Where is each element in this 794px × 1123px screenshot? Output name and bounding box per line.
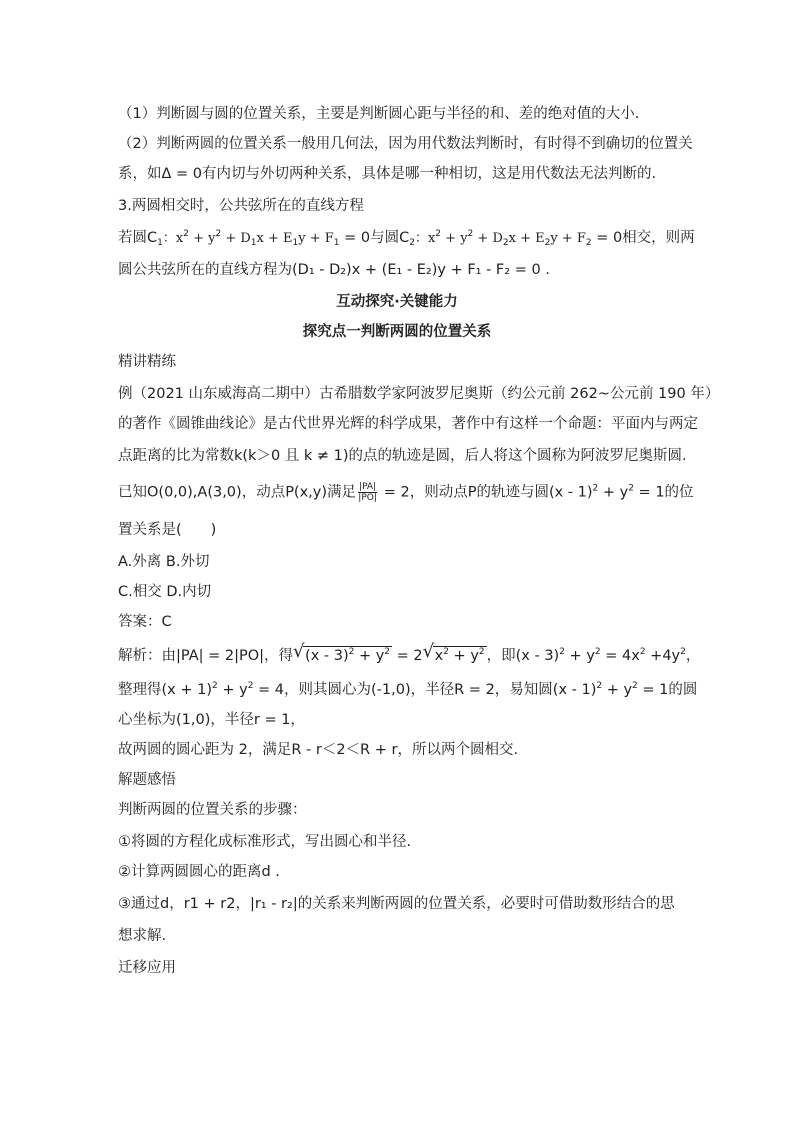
answer-line: 答案：C bbox=[118, 614, 172, 630]
equation-line-circles: 若圆$C_1$：$x^2 + y^2 + D_1x + E_1y + F_1 = 0$与圆$C_2$：$x^2 + y^2 + D_2x + E_2y + F_2 = 0$相交，则两 bbox=[118, 229, 695, 248]
text-line: 的著作《圆锥曲线论》是古代世界光辉的科学成果，著作中有这样一个命题：平面内与两定 bbox=[118, 416, 698, 432]
text-line: 判断两圆的位置关系的步骤： bbox=[118, 802, 307, 818]
text-line: 精讲精练 bbox=[118, 354, 176, 370]
section-heading: 互动探究·关键能力 bbox=[336, 294, 458, 310]
sqrt-expression: √ $(x - 3)^2 + y^2$ bbox=[293, 641, 391, 664]
step-line: ③通过d，r1 + r2，|r₁ - r₂|的关系来判断两圆的位置关系，必要时可借助数形结合的思 bbox=[118, 896, 675, 912]
equation-line-ratio: 已知O(0,0),A(3,0)，动点P(x,y)满足 $\frac{|PA|}{|PO|}$ = 2，则动点P的轨迹与圆$(x - 1)^2 + y^2 = 1$的位 bbox=[118, 482, 694, 503]
text-line: 点距离的比为常数k(k＞0 且 k ≠ 1)的点的轨迹是圆，后人将这个圆称为阿波罗尼奥斯圆. bbox=[118, 448, 687, 464]
fraction: $\frac{|PA|}{|PO|}$ bbox=[358, 482, 377, 503]
text-line: 解题感悟 bbox=[118, 772, 176, 788]
text-line: 置关系是( ) bbox=[118, 522, 217, 538]
equation-line-result: 整理得$(x + 1)^2 + y^2 = 4$，则其圆心为(-1,0)，半径R = 2，易知圆$(x - 1)^2 + y^2 = 1$的圆 bbox=[118, 681, 698, 698]
text-line: 故两圆的圆心距为 2，满足R - r＜2＜R + r，所以两个圆相交. bbox=[118, 742, 519, 758]
step-line: ②计算两圆圆心的距离d . bbox=[118, 864, 280, 880]
text-line: 例（2021 山东威海高二期中）古希腊数学家阿波罗尼奥斯（约公元前 262~公元前 190 年） bbox=[118, 386, 720, 402]
sqrt-expression: √ $x^2 + y^2$ bbox=[422, 641, 485, 664]
text-line: 系，如Δ = 0有内切与外切两种关系，具体是哪一种相切，这是用代数法无法判断的. bbox=[118, 166, 657, 182]
equation-line-solution: 解析：由|PA| = 2|PO|，得 √ $(x - 3)^2 + y^2 = 2$ √ $x^2 + y^2$ ，即$(x - 3)^2 + y^2 = 4x^2 +4y^2$， bbox=[118, 641, 701, 664]
step-line: ①将圆的方程化成标准形式，写出圆心和半径. bbox=[118, 834, 412, 850]
option-line: C.相交 D.内切 bbox=[118, 584, 212, 600]
text-line: 心坐标为(1,0)，半径r = 1， bbox=[118, 712, 305, 728]
option-line: A.外离 B.外切 bbox=[118, 554, 210, 570]
subsection-heading: 探究点一判断两圆的位置关系 bbox=[302, 324, 492, 340]
text-line: （1）判断圆与圆的位置关系，主要是判断圆心距与半径的和、差的绝对值的大小. bbox=[118, 106, 640, 122]
text-line: 迁移应用 bbox=[118, 960, 176, 976]
text-line: （2）判断两圆的位置关系一般用几何法，因为用代数法判断时，有时得不到确切的位置关 bbox=[118, 136, 693, 152]
text-line: 3.两圆相交时，公共弦所在的直线方程 bbox=[118, 198, 364, 214]
text-line: 圆公共弦所在的直线方程为(D₁ - D₂)x + (E₁ - E₂)y + F₁ - F₂ = 0 . bbox=[118, 262, 550, 278]
text-line: 想求解. bbox=[118, 928, 167, 944]
